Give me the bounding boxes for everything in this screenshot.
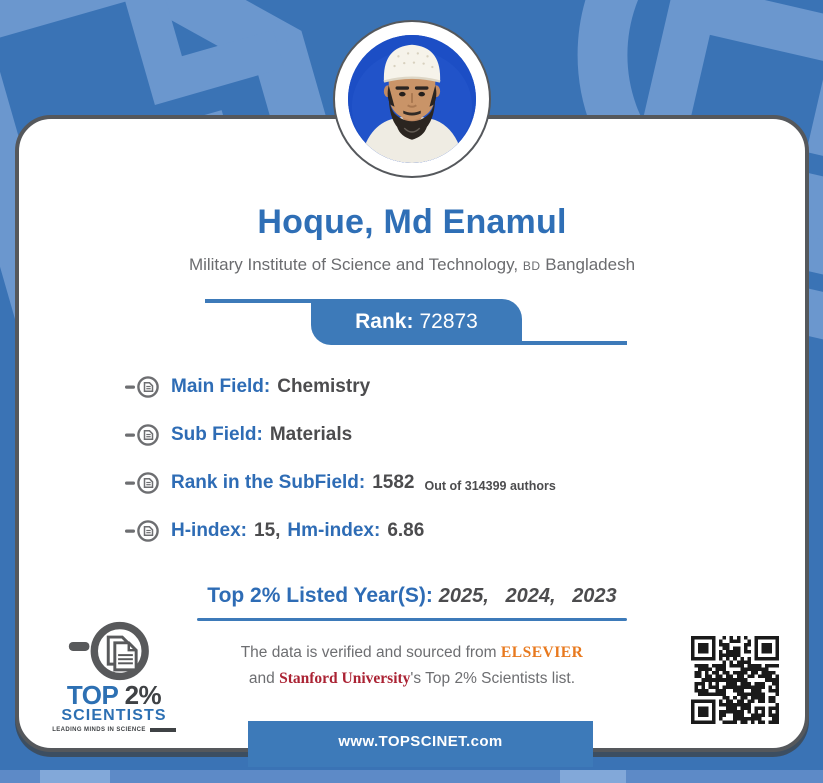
list-item [125,374,556,400]
verification-text: and [248,670,280,687]
field-value: 6.86 [387,520,425,541]
rank-ribbon-line-left [205,299,313,303]
affiliation-text: Military Institute of Science and Technology, [188,255,519,274]
rank-badge [311,299,522,345]
field-note: Out of 314399 authors [424,478,556,493]
listed-years-values: 2025, 2024, 2023 [438,585,617,607]
field-value: Materials [269,424,353,445]
document-search-icon [125,471,163,495]
verification-text: The data is verified and sourced from [240,644,501,661]
listed-years-underline [197,618,627,621]
field-label: Sub Field: [171,424,263,445]
background-bottom-band [0,770,823,783]
verification-text: 's Top 2% Scientists list. [410,670,576,687]
document-search-icon [125,375,163,399]
stanford-source: Stanford University [279,670,411,687]
field-label: Main Field: [171,376,271,397]
field-value: 1582 [372,472,415,493]
logo-word-2pct: 2% [124,680,162,710]
logo-word-top: TOP [66,680,125,710]
field-value: Chemistry [277,376,371,397]
magnifier-documents-icon [62,619,166,683]
scientist-name: Hoque, Md Enamul [257,203,567,241]
field-value: 15, [254,520,281,541]
logo-top-text [49,680,179,710]
affiliation [19,255,805,275]
logo-tagline-text: LEADING MINDS IN SCIENCE [52,727,146,733]
list-item [125,422,556,448]
listed-years-label: Top 2% Listed Year(S): [207,584,439,607]
logo-scientists-text: SCIENTISTS [61,707,167,724]
document-search-icon [125,519,163,543]
top2-scientists-logo [49,619,179,733]
field-label: H-index: [171,520,247,541]
avatar [333,20,491,178]
field-label: Hm-index: [287,520,381,541]
list-item [125,470,556,496]
field-label: Rank in the SubField: [171,472,366,493]
list-item [125,518,556,544]
elsevier-source: ELSEVIER [500,644,584,661]
country-code: BD [522,259,541,273]
rank-ribbon-line-right [520,341,627,345]
profile-photo [348,35,476,163]
qr-code [691,636,779,724]
profile-card [15,115,809,752]
logo-tagline [49,727,179,733]
website-link[interactable]: www.TOPSCINET.com [248,721,593,767]
country-name: Bangladesh [545,255,636,274]
rank-label: Rank: [355,310,414,333]
document-search-icon [125,423,163,447]
field-list [125,374,556,566]
listed-years [19,581,805,621]
rank-value: 72873 [419,310,478,333]
